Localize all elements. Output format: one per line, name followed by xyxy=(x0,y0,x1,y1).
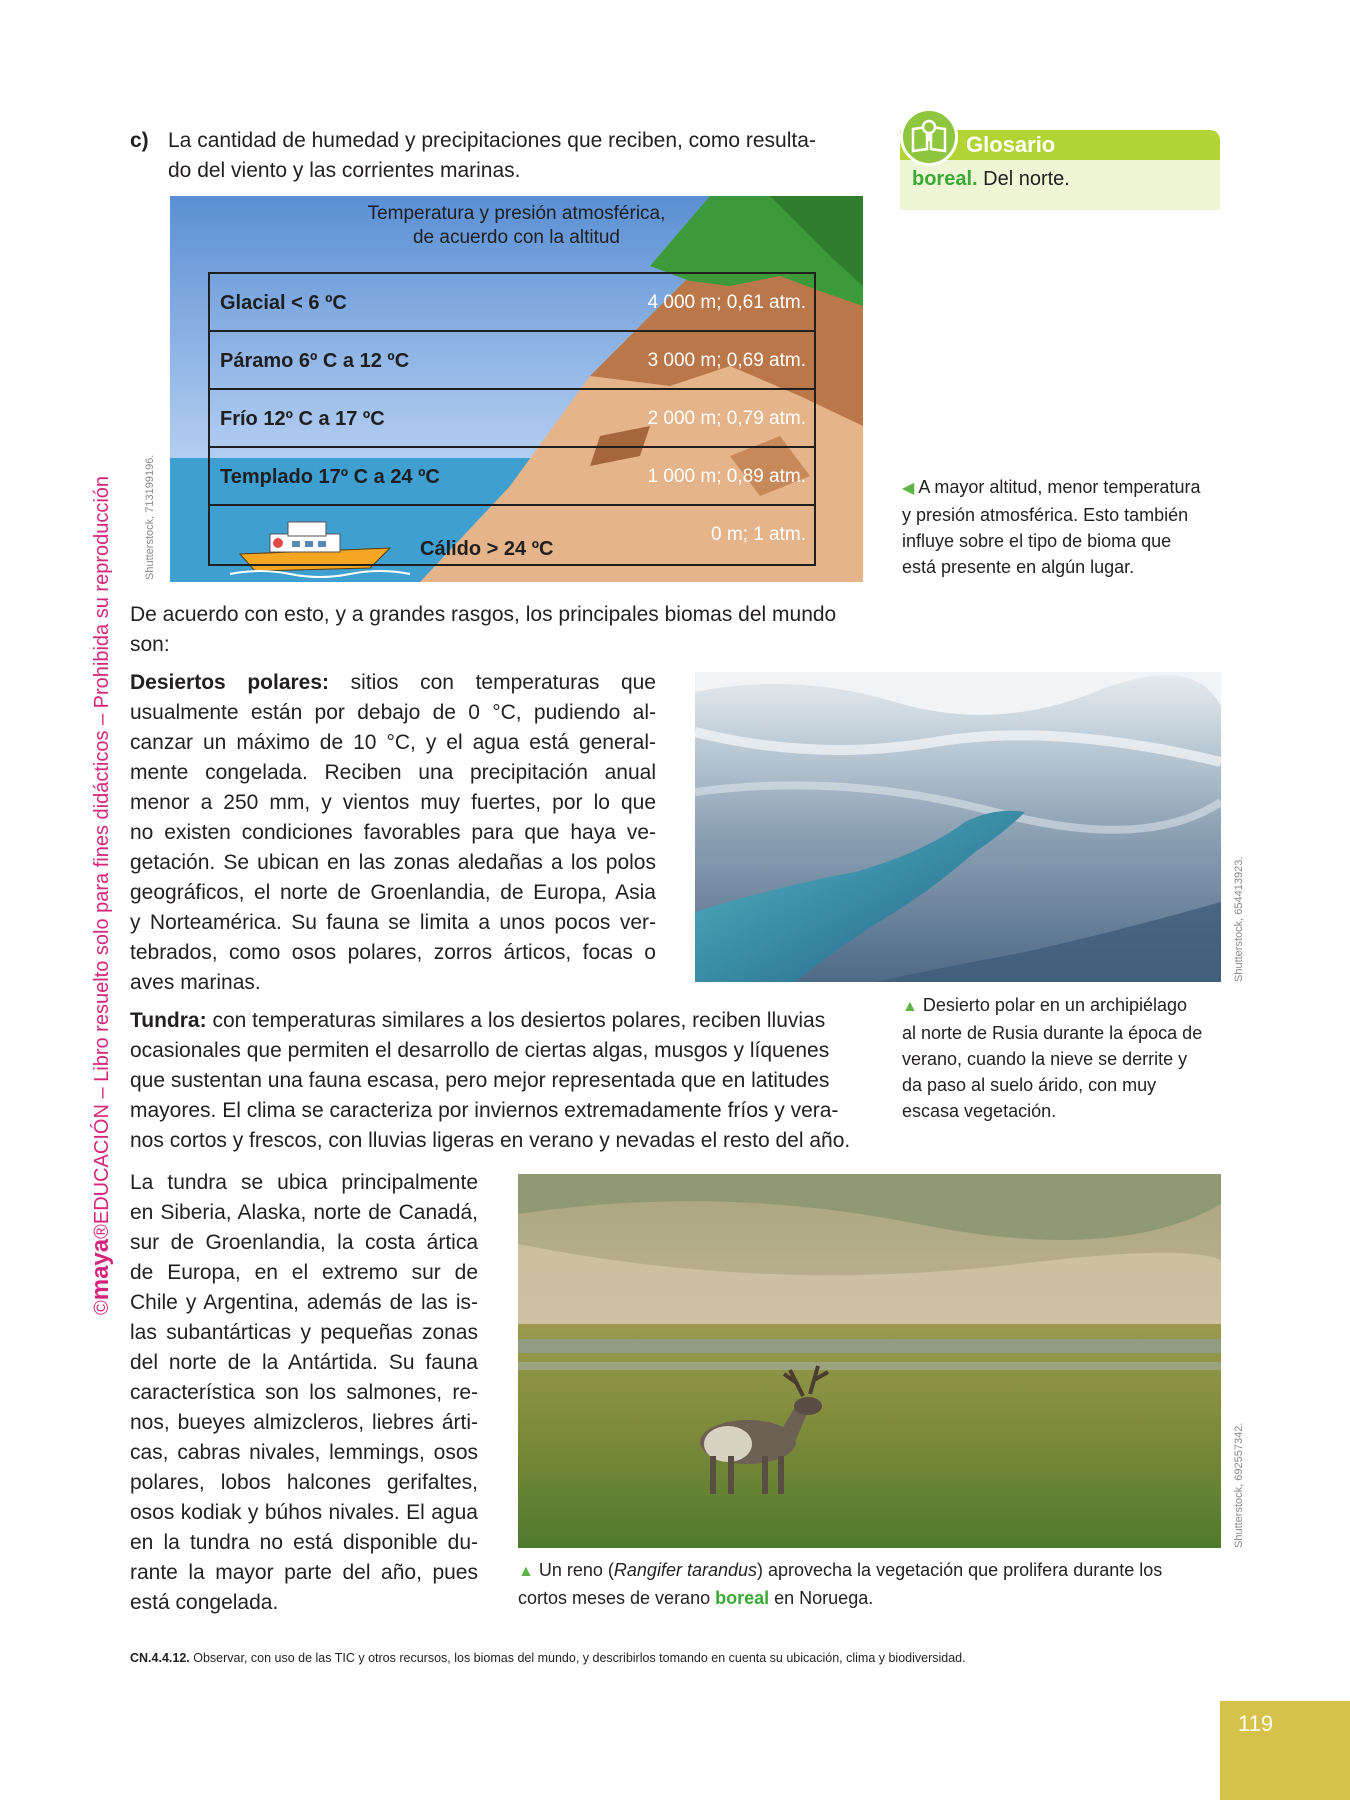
tundra-photo-caption: ▲ Un reno (Rangifer tarandus) aprovecha la vegetación que prolifera durante los cortos meses de verano boreal en Noruega. xyxy=(518,1560,1163,1608)
page-number: 119 xyxy=(1238,1711,1274,1736)
polar-photo-credit: Shutterstock, 654413923. xyxy=(1233,856,1245,982)
triangle-left-icon: ◀ xyxy=(902,480,915,497)
tundra-location-paragraph: La tundra se ubica principalmente en Siberia, Alaska, norte de Canadá, sur de Groenlandia, la costa ártica de Europa, en el extremo sur de Chile y Argentina, además de las is- las subantárticas y pequeñas zonas del norte de la Antártida. Su fauna característica son los salmones, re- nos, bueyes almizcleros, liebres árti- cas, cabras nivales, lemmings, osos polares, lobos halcones gerifaltes, osos kodiak y búhos nivales. El agua en la tundra no está disponible du- rante la mayor parte del año, pues está congelada. xyxy=(130,1171,478,1614)
glossary-entry: boreal. Del norte. xyxy=(912,168,1070,190)
item-c-marker: c) xyxy=(130,129,149,152)
book-search-icon xyxy=(900,108,958,166)
zone-row-templado: Templado 17º C a 24 ºC 1 000 m; 0,89 atm. xyxy=(208,446,816,506)
triangle-up-icon: ▲ xyxy=(518,1563,534,1580)
polar-photo-caption: ▲ Desierto polar en un archipiélago al norte de Rusia durante la época de verano, cuando la nieve se derrite y da paso al suelo árido, con muy escasa vegetación. xyxy=(902,995,1203,1121)
side-copyright-text: ©maya®EDUCACIÓN – Libro resuelto solo para fines didácticos – Prohibida su reproducción xyxy=(87,475,114,1315)
tundra-paragraph: Tundra: con temperaturas similares a los desiertos polares, reciben lluvias ocasionales que permiten el desarrollo de ciertas algas, musgos y líquenes que sustentan una fauna escasa, pero mejor representada que en latitudes mayores. El clima se caracteriza por inviernos extremadamente fríos y vera- nos cortos y frescos, con lluvias ligeras en verano y nevadas el resto del año. xyxy=(130,1009,851,1152)
tundra-reindeer-photo xyxy=(518,1174,1221,1548)
zone-row-paramo: Páramo 6º C a 12 ºC 3 000 m; 0,69 atm. xyxy=(208,330,816,390)
glossary-title: Glosario xyxy=(966,132,1056,157)
zone-row-glacial: Glacial < 6 ºC 4 000 m; 0,61 atm. xyxy=(208,272,816,332)
brand-logo: maya xyxy=(87,1238,114,1301)
polar-desert-term: Desiertos polares: xyxy=(130,671,330,694)
item-c-paragraph: c) La cantidad de humedad y precipitaciones que reciben, como resulta- do del viento y las corrientes marinas. xyxy=(130,126,870,186)
altitude-diagram xyxy=(170,196,863,582)
tundra-term: Tundra: xyxy=(130,1009,207,1032)
glossary-term-boreal: boreal xyxy=(715,1588,770,1608)
tundra-photo-credit: Shutterstock, 692557342. xyxy=(1233,1422,1245,1548)
diagram-caption: ◀ A mayor altitud, menor temperatura y presión atmosférica. Esto también influye sobre el tipo de bioma que está presente en algún lugar. xyxy=(902,477,1201,577)
page-number-box xyxy=(1220,1701,1350,1800)
glossary-box xyxy=(900,108,1220,212)
zone-row-calido: Cálido > 24 ºC 0 m; 1 atm. xyxy=(208,504,816,566)
triangle-up-icon: ▲ xyxy=(902,998,918,1015)
diagram-credit: Shutterstock, 713199196. xyxy=(144,454,156,580)
diagram-title: Temperatura y presión atmosférica, de acuerdo con la altitud xyxy=(367,203,666,248)
intro-paragraph: De acuerdo con esto, y a grandes rasgos, los principales biomas del mundo son: xyxy=(130,603,837,656)
polar-desert-photo xyxy=(695,672,1221,982)
polar-desert-paragraph: Desiertos polares: sitios con temperaturas que usualmente están por debajo de 0 °C, pudiendo al- canzar un máximo de 10 °C, y el agua está general- mente congelada. Reciben una precipitación anual menor a 250 mm, y vientos muy fuertes, por lo que no existen condiciones favorables para que haya ve- getación. Se ubican en las zonas aledañas a los polos geográficos, el norte de Groenlandia, de Europa, Asia y Norteamérica. Su fauna se limita a unos pocos ver- tebrados, como osos polares, zorros árticos, focas o aves marinas. xyxy=(130,671,656,994)
zone-row-frio: Frío 12º C a 17 ºC 2 000 m; 0,79 atm. xyxy=(208,388,816,448)
curriculum-footnote: CN.4.4.12. Observar, con uso de las TIC y otros recursos, los biomas del mundo, y describirlos tomando en cuenta su ubicación, clima y biodiversidad. xyxy=(130,1651,966,1665)
